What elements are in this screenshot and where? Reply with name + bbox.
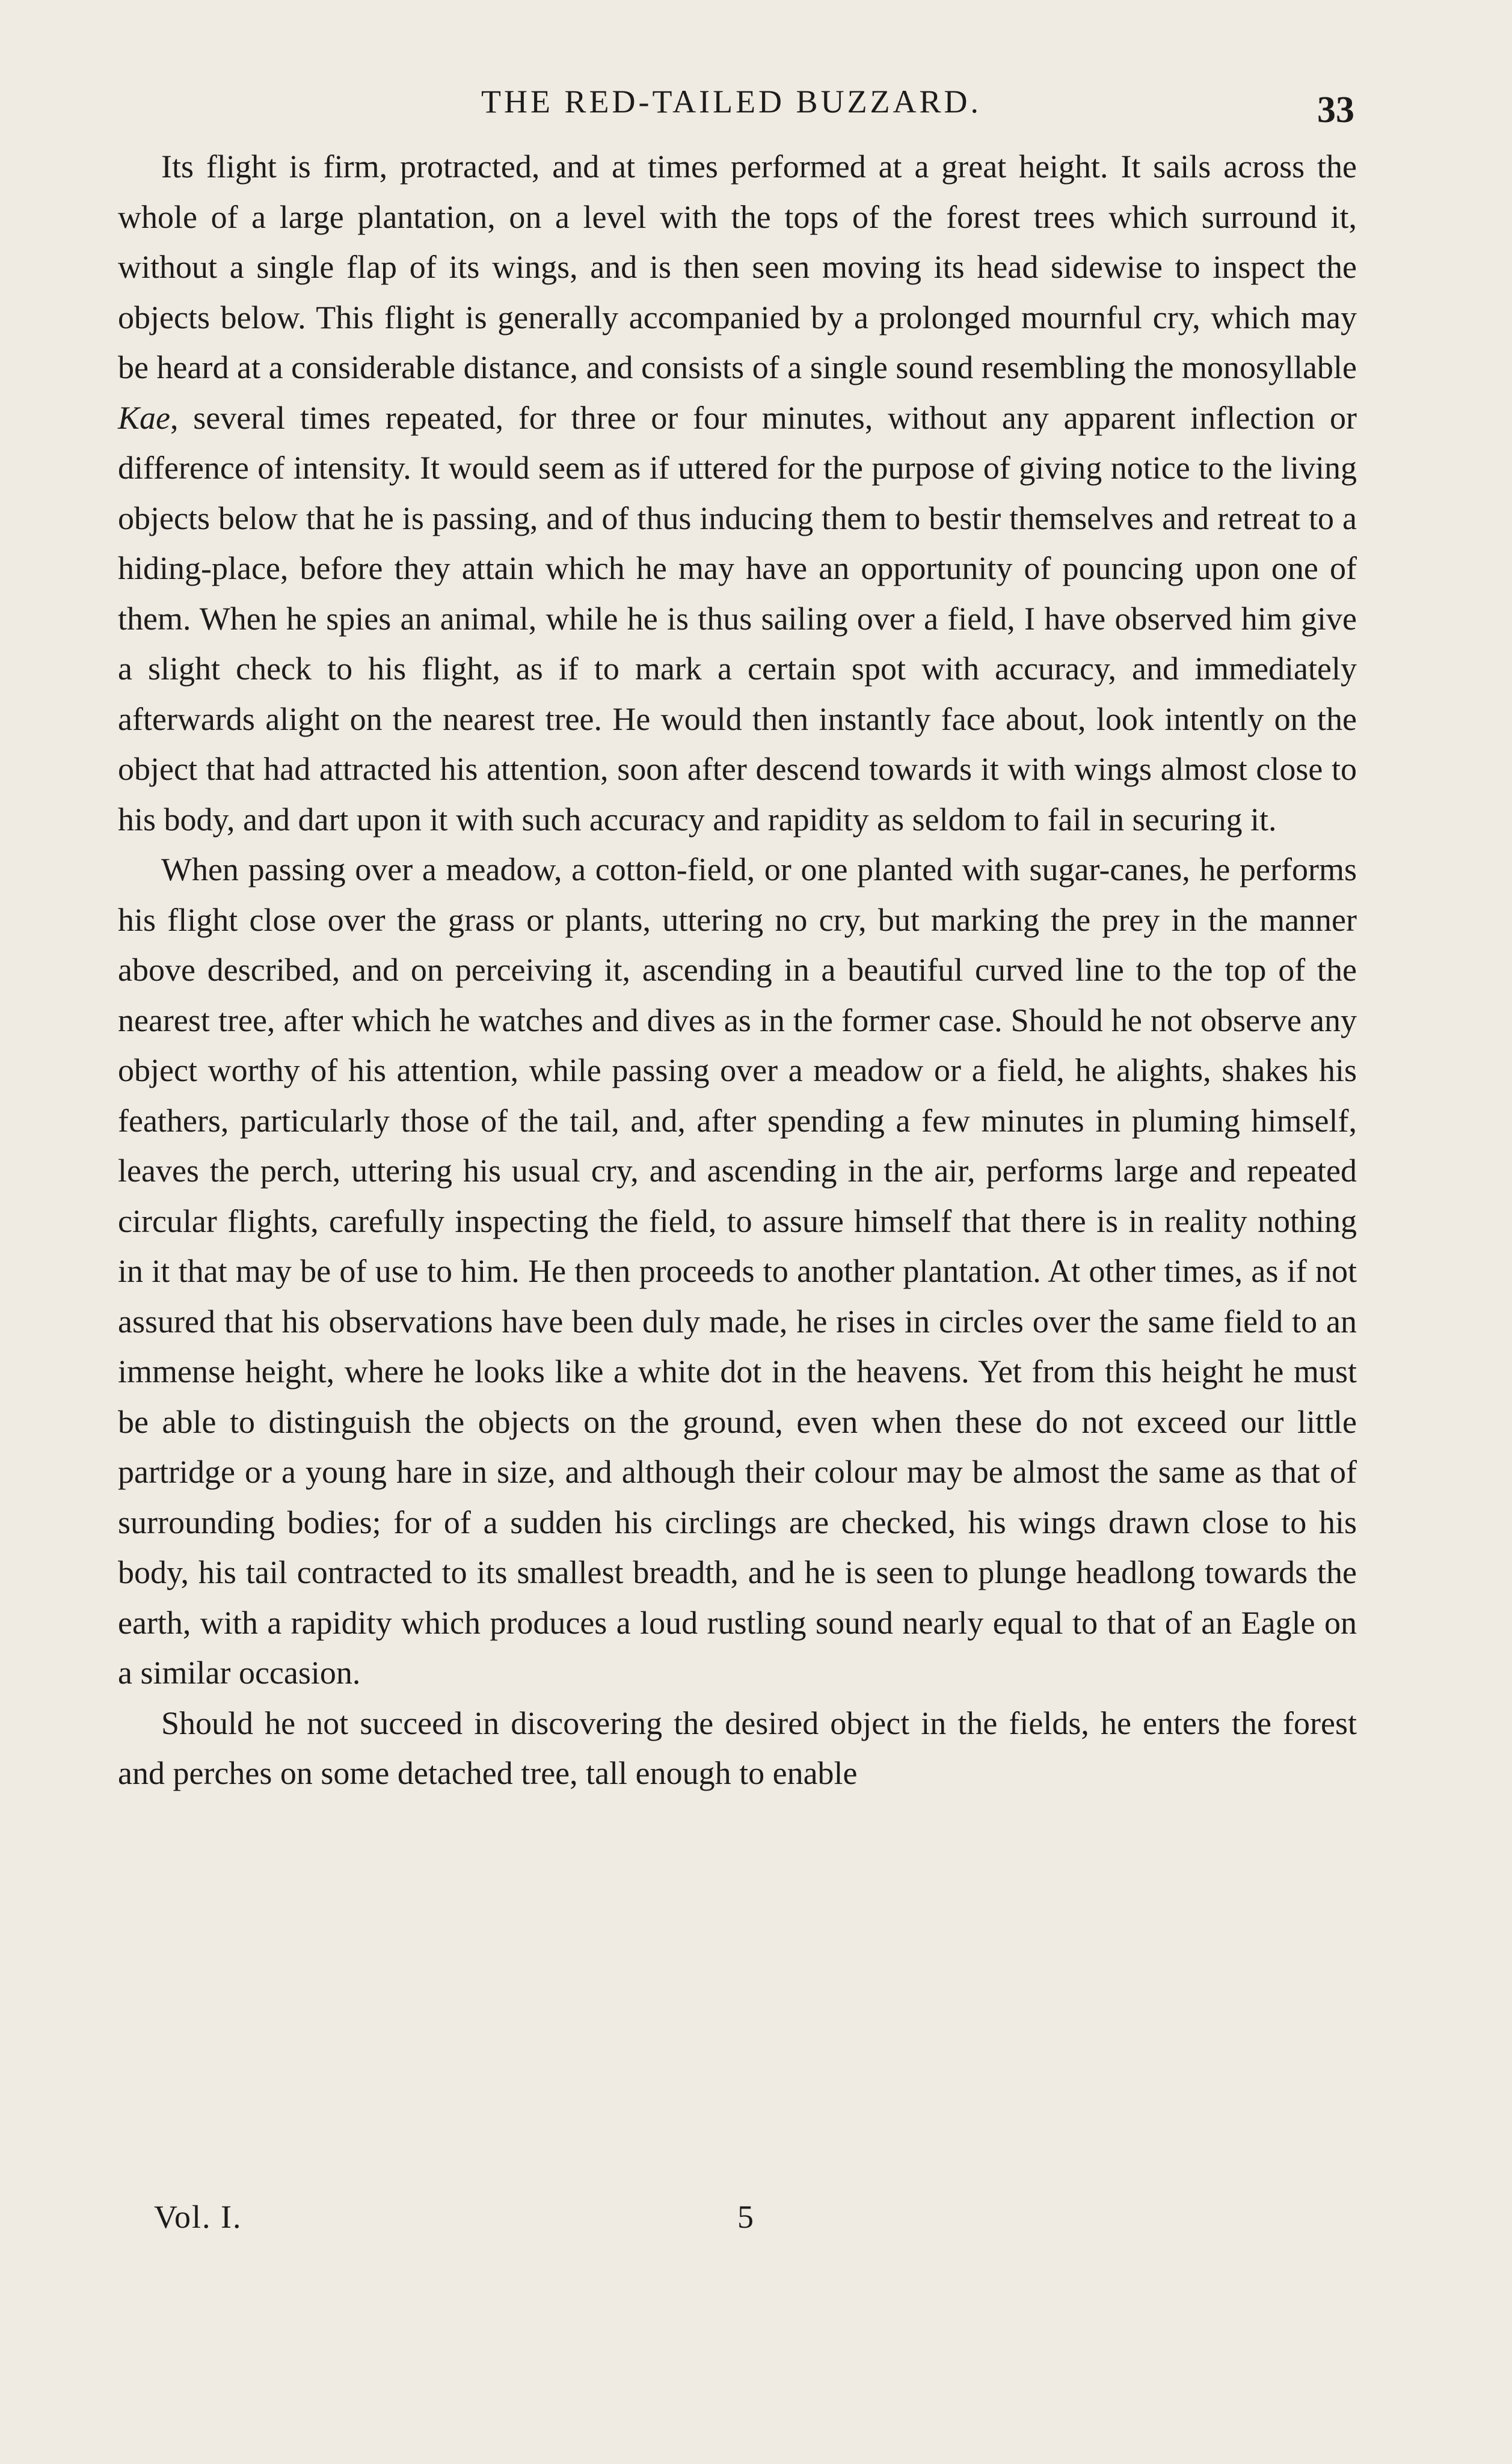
paragraph-1 (118, 142, 1357, 845)
page-header (0, 83, 1512, 131)
paragraph-3: Should he not succeed in discovering the desired object in the fields, he enters the forest and perches on some detached tree, tall enough to enable (118, 1705, 1357, 1791)
volume-label: Vol. I. (154, 2199, 242, 2235)
signature-mark: 5 (737, 2199, 754, 2235)
paragraph-1-text-start: Its flight is firm, protracted, and at times performed at a great height. It sails across the whole of a large plantation, on a level with the tops of the forest trees which surround it, without a single flap of its wings, and is then seen moving its head sidewise to inspect the objects below. This flight is generally accompanied by a prolonged mournful cry, which may be heard at a considerable distance, and consists of a single sound resembling the monosyllable (118, 149, 1357, 385)
running-title: THE RED-TAILED BUZZARD. (481, 84, 982, 120)
page-number: 33 (1317, 90, 1354, 130)
italic-word-kae: Kae (118, 399, 170, 436)
paragraph-2: When passing over a meadow, a cotton-field, or one planted with sugar-canes, he performs his flight close over the grass or plants, uttering no cry, but marking the prey in the manner above described, and on perceiving it, ascending in a beautiful curved line to the top of the nearest tree, after which he watches and dives as in the former case. Should he not observe any object worthy of his attention, while passing over a meadow or a field, he alights, shakes his feathers, particularly those of the tail, and, after spending a few minutes in pluming himself, leaves the perch, uttering his usual cry, and ascending in the air, performs large and repeated circular flights, carefully inspecting the field, to assure himself that there is in reality nothing in it that may be of use to him. He then proceeds to another plantation. At other times, as if not assured that his observations have been duly made, he rises in circles over the same field to an immense height, where he looks like a white dot in the heavens. Yet from this height he must be able to distinguish the objects on the ground, even when these do not exceed our little partridge or a young hare in size, and although their colour may be almost the same as that of surrounding bodies; for of a sudden his circlings are checked, his wings drawn close to his body, his tail contracted to its smallest breadth, and he is seen to plunge headlong towards the earth, with a rapidity which produces a loud rustling sound nearly equal to that of an Eagle on a similar occasion. (118, 851, 1357, 1691)
paragraph-1-text-end: , several times repeated, for three or four minutes, without any apparent inflection or difference of intensity. It would seem as if uttered for the purpose of giving notice to the living objects below that he is passing, and of thus inducing them to bestir themselves and retreat to a hiding-place, before they attain which he may have an opportunity of pouncing upon one of them. When he spies an animal, while he is thus sailing over a field, I have observed him give a slight check to his flight, as if to mark a certain spot with accuracy, and immediately afterwards alight on the nearest tree. He would then instantly face about, look intently on the object that had attracted his attention, soon after descend towards it with wings almost close to his body, and dart upon it with such accuracy and rapidity as seldom to fail in securing it. (118, 399, 1357, 838)
page-footer (0, 2198, 1512, 2246)
body-text (118, 142, 1357, 1799)
